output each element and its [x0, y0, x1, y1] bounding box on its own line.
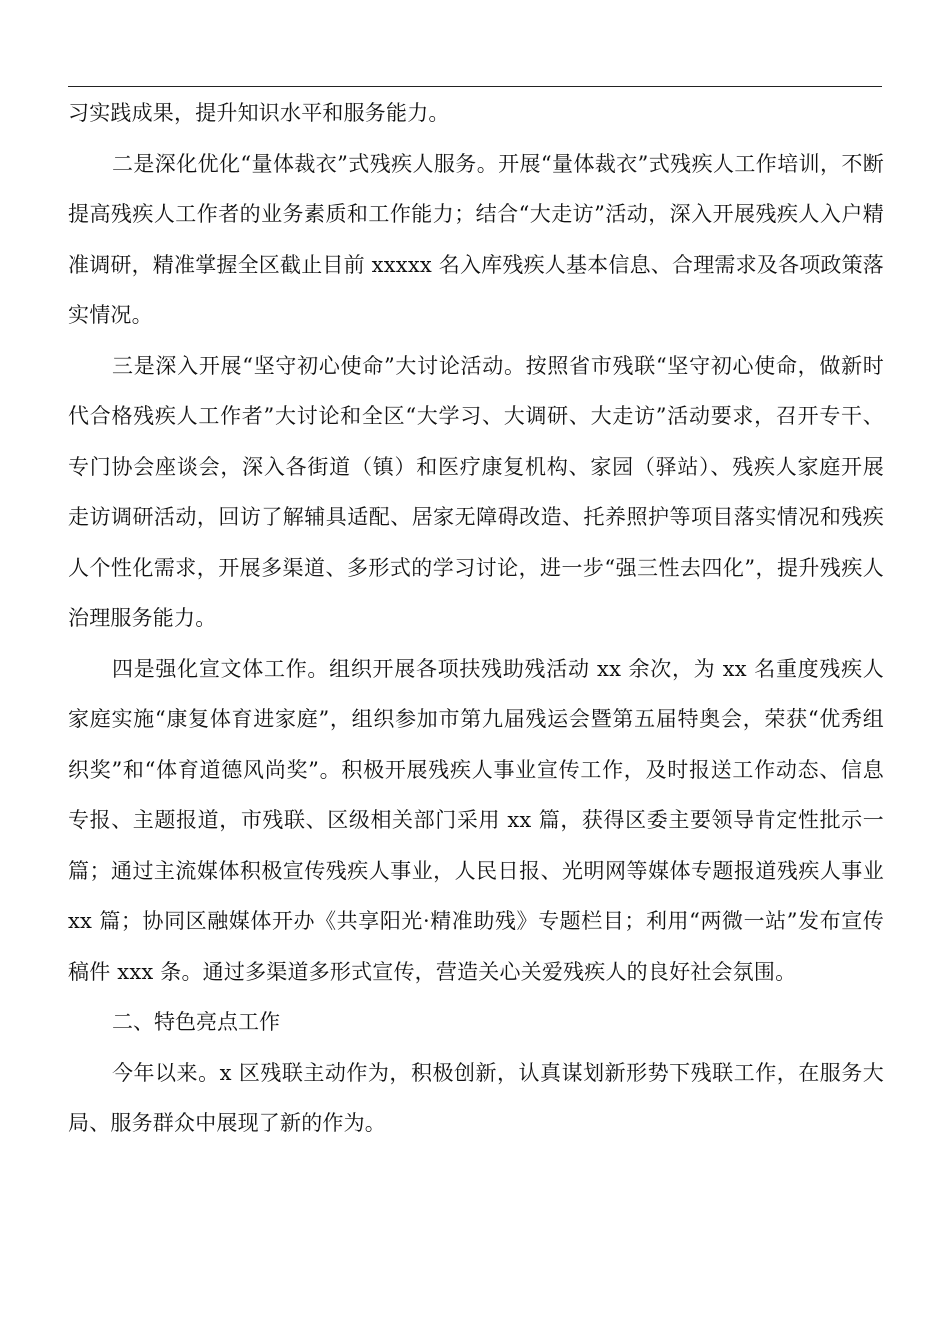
paragraph-discussion-activity: 三是深入开展“坚守初心使命”大讨论活动。按照省市残联“坚守初心使命，做新时代合格残疾人工作者”大讨论和全区“大学习、大调研、大走访”活动要求，召开专干、专门协会座谈会，深入各街道（镇）和医疗康复机构、家园（驿站）、残疾人家庭开展走访调研活动，回访了解辅具适配、居家无障碍改造、托养照护等项目落实情况和残疾人个性化需求，开展多渠道、多形式的学习讨论，进一步“强三性去四化”，提升残疾人治理服务能力。	[68, 353, 884, 630]
paragraph-closing: 今年以来。x 区残联主动作为，积极创新，认真谋划新形势下残联工作，在服务大局、服务群众中展现了新的作为。	[68, 1060, 884, 1135]
section-heading: 二、特色亮点工作	[112, 1010, 280, 1034]
header-rule	[68, 86, 882, 87]
paragraph-publicity-culture-sports: 四是强化宣文体工作。组织开展各项扶残助残活动 xx 余次，为 xx 名重度残疾人家庭实施“康复体育进家庭”，组织参加市第九届残运会暨第五届特奥会，荣获“优秀组织奖”和“体育道德风尚奖”。积极开展残疾人事业宣传工作，及时报送工作动态、信息专报、主题报道，市残联、区级相关部门采用 xx 篇，获得区委主要领导肯定性批示一篇；通过主流媒体积极宣传残疾人事业，人民日报、光明网等媒体专题报道残疾人事业 xx 篇；协同区融媒体开办《共享阳光·精准助残》专题栏目；利用“两微一站”发布宣传稿件 xxx 条。通过多渠道多形式宣传，营造关心关爱残疾人的良好社会氛围。	[68, 656, 884, 984]
document-body	[68, 88, 884, 1149]
paragraph-continuation: 习实践成果，提升知识水平和服务能力。	[68, 101, 450, 125]
paragraph-service-optimization: 二是深化优化“量体裁衣”式残疾人服务。开展“量体裁衣”式残疾人工作培训，不断提高残疾人工作者的业务素质和工作能力；结合“大走访”活动，深入开展残疾人入户精准调研，精准掌握全区截止目前 xxxxx 名入库残疾人基本信息、合理需求及各项政策落实情况。	[68, 151, 884, 327]
